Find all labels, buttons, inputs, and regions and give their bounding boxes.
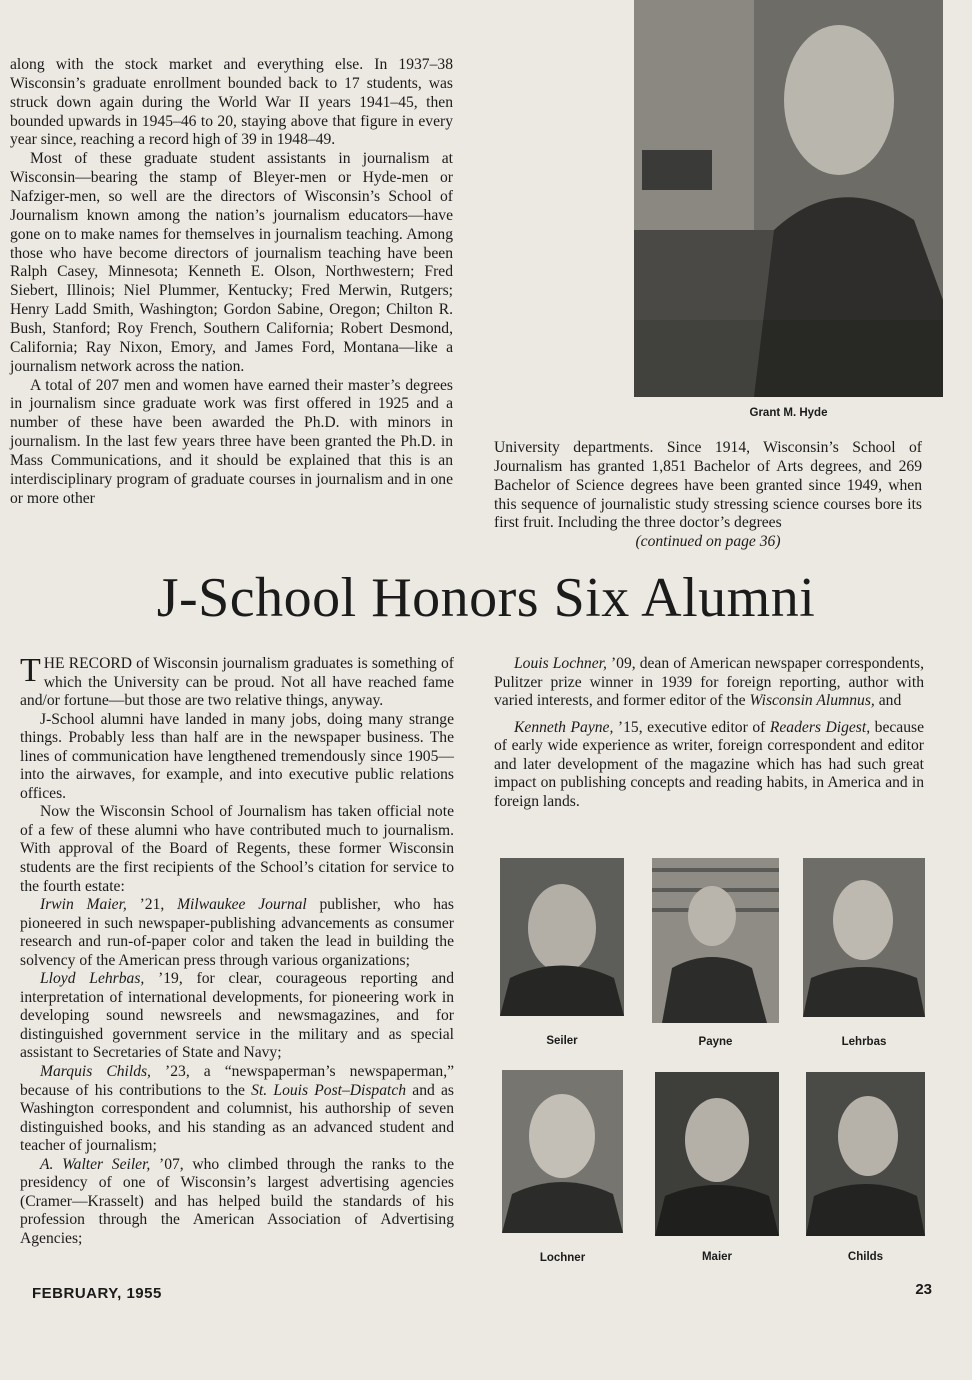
honoree-name: Kenneth Payne,: [514, 718, 614, 736]
paragraph: [20, 652, 454, 711]
portrait-figure-icon: [634, 0, 943, 397]
paragraph: Now the Wisconsin School of Journalism has taken official note of a few of these alumni who have contributed much to journalism. With approval of the Board of Regents, these former Wisconsin students are the first recipients of the School’s citation for service to the fourth estate:: [20, 803, 454, 895]
portrait-figure-icon: [652, 858, 779, 1023]
citation-text: ’09, dean of American newspaper correspondents, Pulitzer prize winner in 1939 for foreign reporting, author with varied interests, and former editor of the: [494, 655, 925, 710]
citation-text: ’23, a “newspaperman’s newspaperman,” because of his contributions to the: [20, 1063, 455, 1099]
honoree-year: ’21,: [126, 896, 178, 914]
paragraph-lochner: [494, 655, 924, 711]
caption-lehrbas: Lehrbas: [841, 1036, 887, 1048]
paragraph-payne: [494, 719, 924, 812]
paragraph: University departments. Since 1914, Wisconsin’s School of Journalism has granted 1,851 Bachelor of Arts degrees, and 269 Bachelor of Science degrees have been granted since 1949, when this sequence of journalistic study stressing science courses bore its first fruit. Including the three doctor’s degrees: [494, 439, 922, 532]
honoree-name: Irwin Maier,: [40, 896, 127, 914]
honoree-name: Lloyd Lehrbas,: [40, 970, 145, 988]
citation-text: publisher, who has pioneered in such newspaper-publishing advancements as consumer research and run-of-paper color and taken the lead in building the solvency of the American press through various organizations;: [20, 896, 454, 969]
portrait-maier: [655, 1072, 779, 1236]
honoree-name: A. Walter Seiler,: [40, 1155, 151, 1173]
caption-payne: Payne: [698, 1036, 733, 1048]
portrait-seiler: [500, 858, 624, 1016]
publication-name: Wisconsin Alumnus,: [749, 692, 875, 710]
paragraph-maier: [20, 896, 454, 970]
paragraph: along with the stock market and everything else. In 1937–38 Wisconsin’s graduate enrollment bounded back to 17 students, was struck down again during the World War II years 1941–45, then bounded upwards in 1945–46 to 20, staying above that figure in every year since, reaching a record high of 39 in 1948–49.: [10, 56, 453, 149]
hyde-photo-caption: Grant M. Hyde: [749, 407, 828, 419]
paragraph: A total of 207 men and women have earned their master’s degrees in journalism since graduate work was first offered in 1925 and a number of these have been awarded the Ph.D. with minors in journalism. In the last few years three have been granted the Ph.D. in Mass Communications, and it should be explained that this is an interdisciplinary program of graduate courses in journalism and in one or more other: [10, 376, 453, 507]
portrait-figure-icon: [502, 1070, 623, 1233]
page-number: 23: [915, 1281, 932, 1298]
citation-text: and: [874, 692, 902, 710]
intro-text: HE RECORD of Wisconsin journalism graduates is something of which the University can be proud. Not all have reached fame and/or fortune—but those are two relative things, anyway.: [20, 655, 454, 710]
citation-text: ’07, who climbed through the ranks to the presidency of one of Wisconsin’s largest advertising agencies (Cramer—Krasselt) and has helped build the standards of his profession through the American Association of Advertising Agencies;: [20, 1155, 454, 1247]
portrait-figure-icon: [500, 858, 624, 1016]
portrait-childs: [806, 1072, 925, 1236]
article-headline: J-School Honors Six Alumni: [156, 567, 816, 629]
portrait-figure-icon: [803, 858, 925, 1017]
drop-cap: T: [20, 652, 41, 689]
citation-text: ’19, for clear, courageous reporting and interpretation of international developments, for pioneering work in developing sound newsreels and newsmagazines, and for distinguished government service in the military and as special assistant to Secretaries of State and Navy;: [20, 970, 454, 1062]
citation-text: ’15, executive editor of: [613, 718, 770, 736]
paragraph-seiler: [20, 1156, 454, 1249]
issue-date: FEBRUARY, 1955: [32, 1285, 162, 1302]
citation-text: and as Washington correspondent and columnist, his authorship of seven distinguished books, and his standing as an advanced student and teacher of journalism;: [20, 1081, 454, 1155]
upper-left-column: [10, 56, 453, 509]
publication-name: St. Louis Post–Dispatch: [251, 1081, 407, 1099]
portrait-payne: [652, 858, 779, 1023]
portrait-lochner: [502, 1070, 623, 1233]
caption-seiler: Seiler: [546, 1035, 578, 1047]
publication-name: Readers Digest,: [769, 718, 871, 736]
portrait-figure-icon: [655, 1072, 779, 1236]
paragraph-childs: [20, 1063, 454, 1156]
honoree-name: Marquis Childs,: [40, 1063, 151, 1081]
article-left-column: [20, 652, 455, 1249]
portrait-figure-icon: [806, 1072, 925, 1236]
continued-note: (continued on page 36): [635, 533, 781, 551]
portrait-lehrbas: [803, 858, 925, 1017]
publication-name: Milwaukee Journal: [177, 896, 307, 914]
caption-lochner: Lochner: [539, 1252, 586, 1264]
honoree-name: Louis Lochner,: [514, 655, 607, 672]
paragraph: J-School alumni have landed in many jobs, doing many strange things. Probably less than half are in the newspaper business. The lines of communication have lengthened tremendously since 1905—into the airwaves, for example, and into executive public relations offices.: [20, 710, 454, 802]
paragraph: Most of these graduate student assistants in journalism at Wisconsin—bearing the stamp of Bleyer-men or Hyde-men or Nafziger-men, so well are the directors of Wisconsin’s School of Journalism known among the nation’s journalism educators—have gone on to make names for themselves in journalism teaching. Among those who have become directors of journalism teaching have been Ralph Casey, Minnesota; Kenneth E. Olson, Northwestern; Fred Siebert, Illinois; Niel Plummer, Kentucky; Fred Merwin, Rutgers; Henry Ladd Smith, Washington; Gordon Sabine, Oregon; Chilton R. Bush, Stanford; Roy French, Southern California; Robert Desmond, California; Ray Nixon, Emory, and James Ford, Montana—like a journalism network across the nation.: [10, 150, 453, 375]
caption-childs: Childs: [847, 1251, 884, 1263]
hyde-photo: [634, 0, 943, 397]
paragraph-lehrbas: [20, 970, 454, 1063]
caption-maier: Maier: [701, 1251, 733, 1263]
article-right-column: [494, 655, 924, 811]
citation-text: because of early wide experience as writer, foreign correspondent and editor and later development of the magazine which has had such great impact on publishing concepts and reading habits, in America and in foreign lands.: [494, 718, 924, 810]
upper-right-column: [494, 439, 922, 552]
